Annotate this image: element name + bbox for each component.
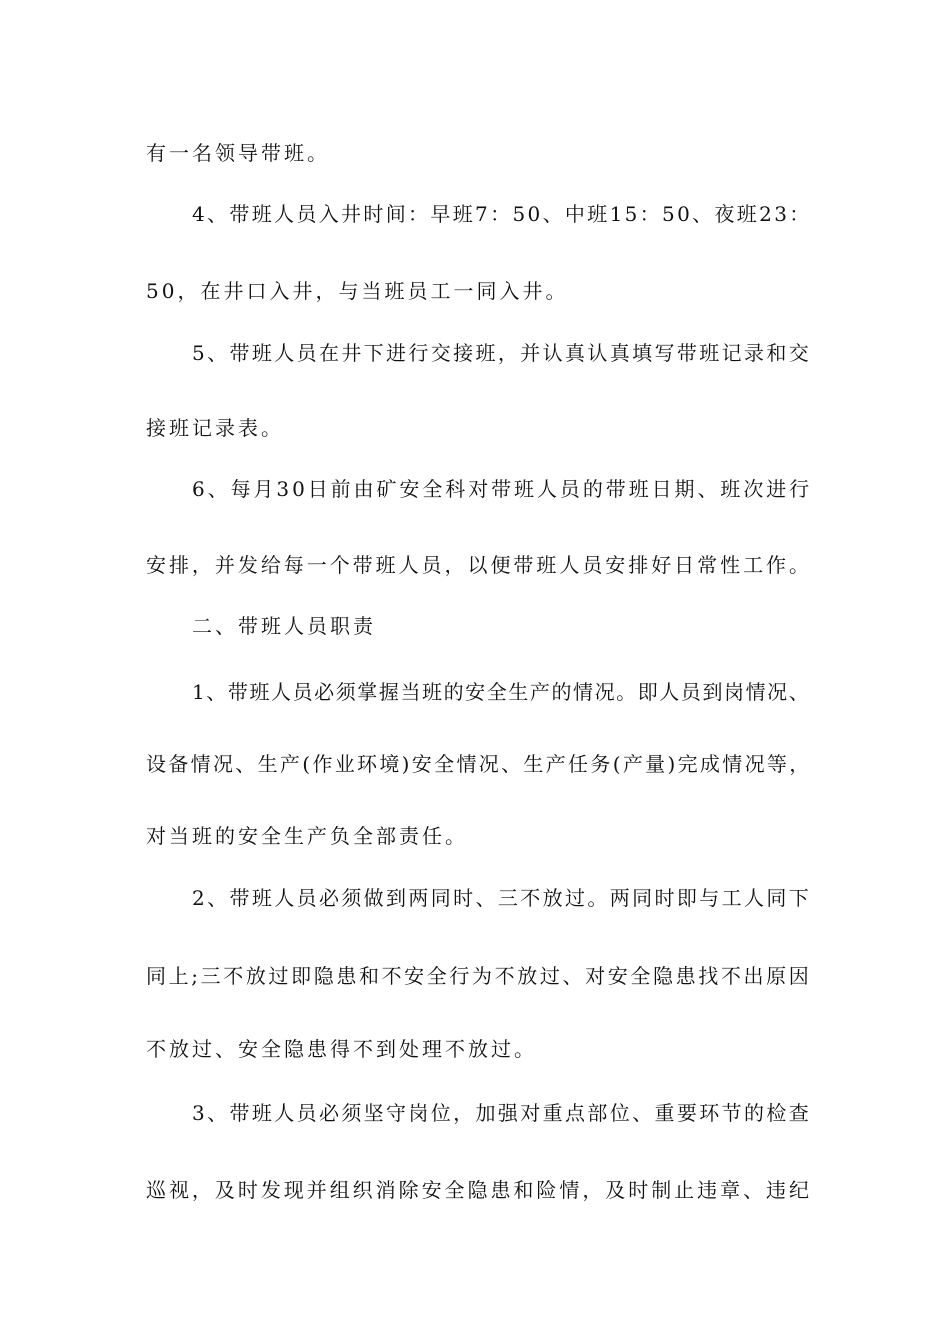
text-line: 3、带班人员必须坚守岗位，加强对重点部位、重要环节的检查 bbox=[192, 1101, 812, 1125]
text-line: 不放过、安全隐患得不到处理不放过。 bbox=[146, 1037, 537, 1061]
text-line: 同上;三不放过即隐患和不安全行为不放过、对安全隐患找不出原因 bbox=[146, 964, 812, 988]
text-line: 接班记录表。 bbox=[146, 416, 284, 440]
text-line: 4、带班人员入井时间：早班7：50、中班15：50、夜班23： bbox=[192, 202, 812, 226]
text-line: 5、带班人员在井下进行交接班，并认真认真填写带班记录和交 bbox=[192, 341, 812, 365]
text-line: 6、每月30日前由矿安全科对带班人员的带班日期、班次进行 bbox=[192, 477, 813, 501]
section-heading: 二、带班人员职责 bbox=[192, 614, 376, 638]
text-line: 设备情况、生产(作业环境)安全情况、生产任务(产量)完成情况等， bbox=[146, 752, 812, 776]
text-line: 有一名领导带班。 bbox=[146, 141, 330, 165]
text-line: 2、带班人员必须做到两同时、三不放过。两同时即与工人同下 bbox=[192, 886, 812, 910]
text-line: 1、带班人员必须掌握当班的安全生产的情况。即人员到岗情况、 bbox=[192, 680, 811, 704]
text-line: 巡视，及时发现并组织消除安全隐患和险情，及时制止违章、违纪 bbox=[146, 1178, 812, 1202]
text-line: 对当班的安全生产负全部责任。 bbox=[146, 824, 468, 848]
text-line: 50，在井口入井，与当班员工一同入井。 bbox=[146, 279, 569, 303]
text-line: 安排，并发给每一个带班人员，以便带班人员安排好日常性工作。 bbox=[146, 553, 812, 577]
